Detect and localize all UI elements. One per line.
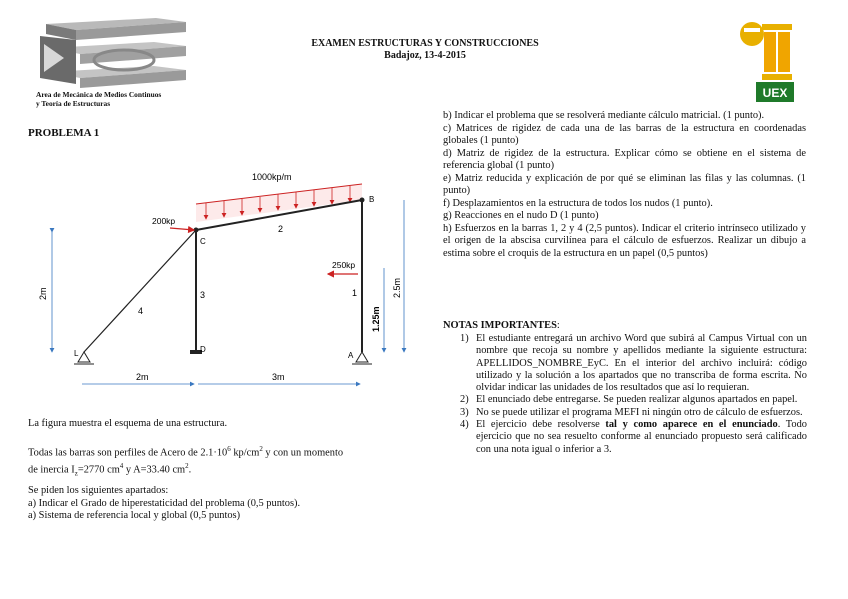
note-item: 3) No se puede utilizar el programa MEFI ni ningún otro de cálculo de esfuerzos.: [460, 406, 803, 418]
department-logo: [36, 14, 196, 90]
part-d: d) Matriz de rigidez de la estructura. Explicar cómo se obtiene en el sistema de referencia global (1 punto): [443, 147, 806, 171]
part-b: b) Indicar el problema que se resolverá mediante cálculo matricial. (1 punto).: [443, 110, 765, 121]
load-label: 1000kp/m: [252, 172, 292, 182]
note-item: 4) El ejercicio debe resolverse tal y como aparece en el enunciado. Todo ejercicio que no sea resuelto conforme al enunciado propuesto será calificado con una nota igual o inferior a 3.: [460, 419, 807, 455]
notes-list: [460, 333, 807, 456]
dim-bottom-left: 2m: [136, 372, 149, 382]
dim-left: 2m: [38, 287, 48, 300]
part-g: g) Reacciones en el nudo D (1 punto): [443, 210, 599, 221]
part-c: c) Matrices de rigidez de cada una de las barras de la estructura en coordenadas globales (1 punto): [443, 122, 806, 146]
part-a2: a) Sistema de referencia local y global (0,5 puntos): [28, 510, 241, 521]
dim-support: 1.25m: [371, 306, 381, 332]
exam-date: Badajoz, 13-4-2015: [384, 50, 466, 61]
parts-intro: Se piden los siguientes apartados: a) Indicar el Grado de hiperestaticidad del problema (0,5 puntos). a) Sistema de referencia local y global (0,5 puntos): [28, 485, 408, 523]
dim-right: 2.5m: [392, 277, 402, 298]
exam-title: EXAMEN ESTRUCTURAS Y CONSTRUCCIONES: [311, 38, 539, 49]
part-f: f) Desplazamientos en la estructura de todos los nudos (1 punto).: [443, 197, 713, 209]
university-logo: [738, 14, 798, 104]
part-a1: a) Indicar el Grado de hiperestaticidad del problema (0,5 puntos).: [28, 497, 301, 509]
part-e: e) Matriz reducida y explicación de por qué se eliminan las filas y las columnas. (1 punto): [443, 172, 806, 196]
exam-header: [280, 38, 570, 62]
notes-heading: NOTAS IMPORTANTES:: [443, 320, 560, 331]
logo-right-text: UEX: [762, 86, 788, 100]
problem-intro: La figura muestra el esquema de una estructura.: [28, 418, 228, 429]
bar-2-label: 2: [278, 224, 284, 234]
note-item: 1) El estudiante entregará un archivo Word que subirá al Campus Virtual con un nombre que recoja su nombre y apellidos mediante la siguiente estructura: APELLIDOS_NOMBRE_EyC. En el interior del archivo incluirá: código utilizado y la solución a los apartados que no transcriba de forma escrita. No olvidar indicar las unidades de los resultados que así lo requieran.: [460, 333, 807, 394]
structure-figure: [30, 160, 420, 390]
department-name: Area de Mecánica de Medios Continuos y Teoría de Estructuras: [36, 90, 162, 108]
dim-bottom-right: 3m: [272, 372, 285, 382]
force-h-label: 250kp: [332, 260, 356, 270]
note-item: 2) El enunciado debe entregarse. Se pueden realizar algunos apartados en papel.: [460, 394, 798, 406]
node-c: C: [200, 237, 206, 246]
node-b: B: [369, 195, 375, 204]
bar-3-label: 3: [200, 290, 206, 300]
bar-4-label: 4: [138, 306, 144, 316]
node-a: A: [348, 351, 354, 360]
parts-list: [443, 110, 806, 260]
materials-text: Todas las barras son perfiles de Acero de $2.1\cdot 10^6$ $kp/cm^2$ y con un momento de inercia $I_z=2770$ $cm^4$ y A=33.40 $cm^2$.: [28, 445, 344, 478]
problem-title: PROBLEMA 1: [28, 127, 100, 139]
node-d: D: [200, 345, 206, 354]
force-c-label: 200kp: [152, 216, 176, 226]
node-l: L: [74, 349, 79, 358]
part-h: h) Esfuerzos en la barras 1, 2 y 4 (2,5 puntos). Indicar el criterio intrínseco utilizado y el origen de la abscisa curvilínea para el cálculo de esfuerzos. Realizar un dibujo a estima sobre el croquis de la estructura en un papel (0,5 puntos): [443, 222, 806, 259]
bar-1-label: 1: [352, 288, 358, 298]
